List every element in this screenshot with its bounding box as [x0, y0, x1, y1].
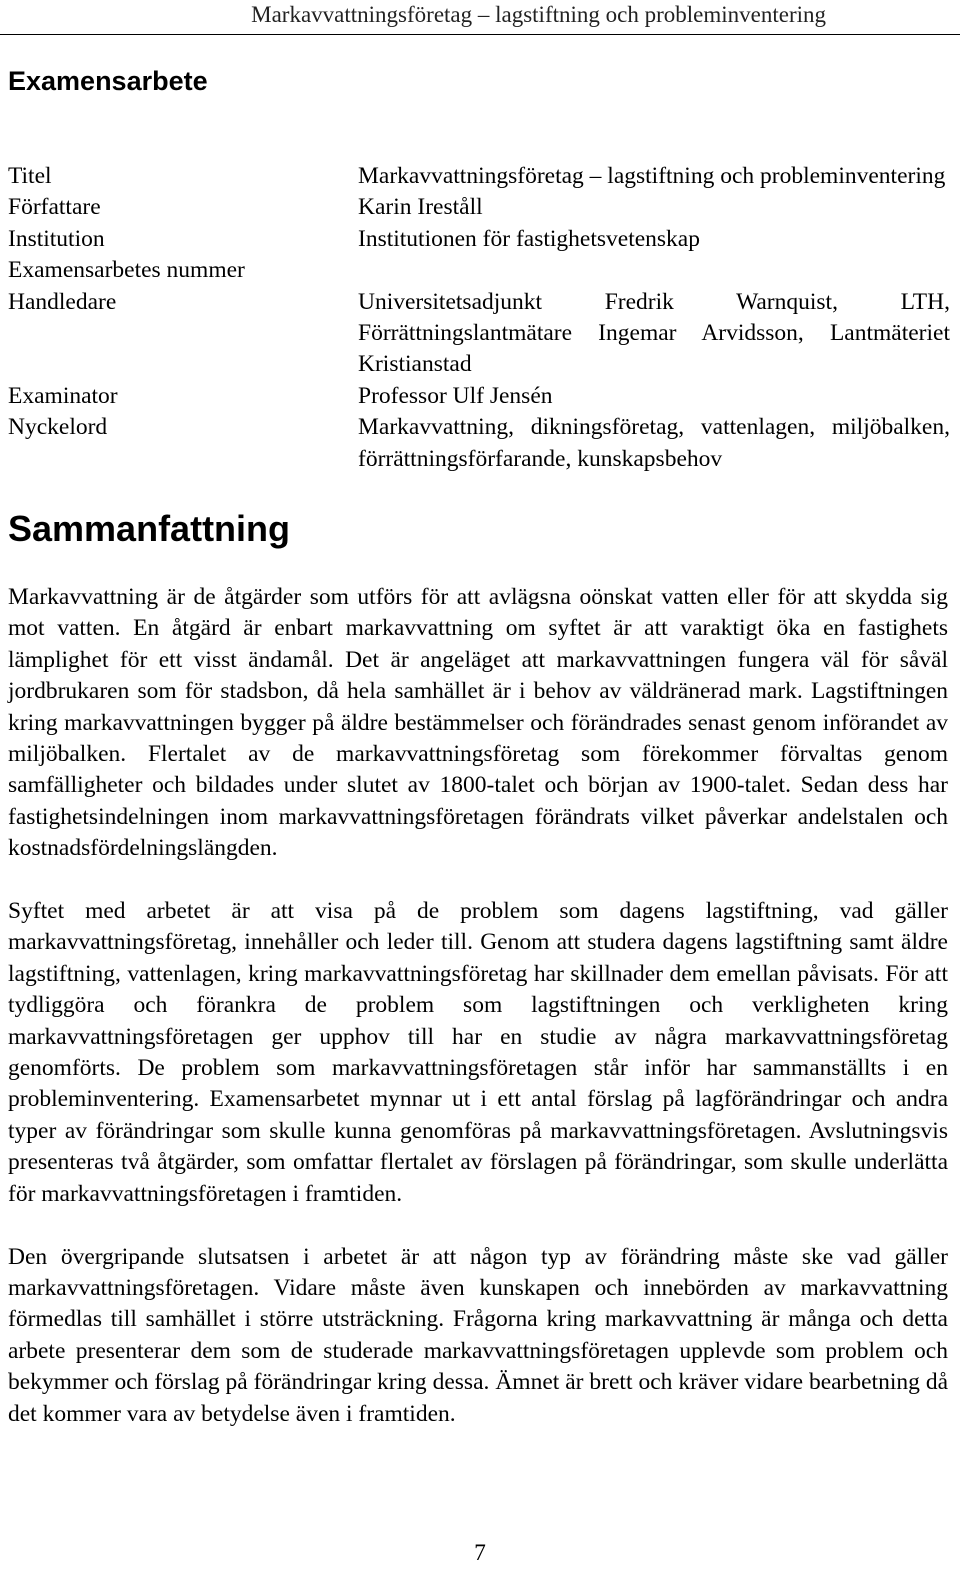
metadata-label: Titel — [8, 163, 52, 189]
metadata-row-supervisor — [8, 287, 950, 381]
metadata-label: Handledare — [8, 288, 117, 315]
metadata-label: Nyckelord — [8, 414, 108, 441]
summary-paragraph: Den övergripande slutsatsen i arbetet är att någon typ av förändring måste ske vad gäller markavvattningsföretagen. Vidare måste även kunskapen och innebörden av markavvattning förmedlas till samhället i större utsträckning. Frågorna kring markavvattning är många och detta arbete presenterar dem som de studerade markavvattningsföretagen upplevde som problem och bekymmer och förslag på förändringar kring dessa. Ämnet är brett och kräver vidare bearbetning då det kommer vara av betydelse även i framtiden. — [8, 1243, 948, 1427]
metadata-label: Examensarbetes nummer — [8, 257, 245, 284]
metadata-table — [8, 161, 950, 475]
metadata-value: Markavvattningsföretag – lagstiftning och probleminventering — [358, 163, 946, 189]
running-title: Markavvattningsföretag – lagstiftning och probleminventering — [251, 2, 826, 27]
metadata-label: Författare — [8, 194, 101, 221]
section-heading-examensarbete: Examensarbete — [8, 66, 208, 96]
summary-paragraph: Markavvattning är de åtgärder som utförs för att avlägsna oönskat vatten eller för att skydda sig mot vatten. En åtgärd är enbart markavvattning om syftet är att varaktigt öka en fastighets lämplighet för ett visst ändamål. Det är angeläget att markavvattningen fungera väl för såväl jordbrukaren som för stadsbon, då hela samhället är i behov av väldränerad mark. Lagstiftningen kring markavvattningen bygger på äldre bestämmelser och förändrades senast genom införandet av miljöbalken. Flertalet av de markavvattningsföretag som förekommer förvaltas genom samfälligheter och bildades under slutet av 1800-talet och början av 1900-talet. Sedan dess har fastighetsindelningen inom markavvattningsföretagen förändrats vilket påverkar andelstalen och kostnadsfördelningslängden. — [8, 584, 948, 862]
metadata-row-author — [8, 192, 950, 223]
metadata-row-institution — [8, 224, 950, 255]
section-heading-sammanfattning: Sammanfattning — [8, 508, 291, 549]
metadata-row-title — [8, 161, 950, 192]
metadata-row-keywords — [8, 412, 950, 475]
metadata-row-examiner — [8, 381, 950, 412]
metadata-value: Professor Ulf Jensén — [358, 382, 553, 409]
metadata-value — [358, 255, 950, 286]
page-number: 7 — [474, 1540, 486, 1566]
metadata-label: Institution — [8, 225, 105, 252]
running-header — [0, 0, 960, 35]
summary-body — [8, 582, 948, 1461]
metadata-value: Institutionen för fastighetsvetenskap — [358, 225, 700, 252]
summary-paragraph: Syftet med arbetet är att visa på de problem som dagens lagstiftning, vad gäller markavvattningsföretag, innehåller och leder till. Genom att studera dagens lagstiftning samt äldre lagstiftning, vattenlagen, kring markavvattningsföretag har skillnader dem emellan påvisats. För att tydliggöra och förankra de problem som lagstiftningen och verkligheten kring markavvattningsföretagen ger upphov till har en studie av några markavvattningsföretag genomförts. De problem som markavvattningsföretagen står inför har sammanställts i en probleminventering. Examensarbetet mynnar ut i ett antal förslag på lagförändringar och andra typer av förändringar som skulle kunna genomföras på markavvattningsföretagen. Avslutningsvis presenteras två åtgärder, som omfattar flertalet av förslagen på förändringar, som skulle underlätta för markavvattningsföretagen i framtiden. — [8, 898, 948, 1207]
metadata-row-thesis-number — [8, 255, 950, 286]
metadata-value: Karin Ireståll — [358, 194, 483, 221]
metadata-value: Markavvattning, dikningsföretag, vattenlagen, miljöbalken, förrättningsförfarande, kunskapsbehov — [358, 414, 950, 472]
metadata-value: Universitetsadjunkt Fredrik Warnquist, LTH, Förrättningslantmätare Ingemar Arvidsson, Lantmäteriet Kristianstad — [358, 288, 950, 378]
metadata-label: Examinator — [8, 382, 118, 409]
